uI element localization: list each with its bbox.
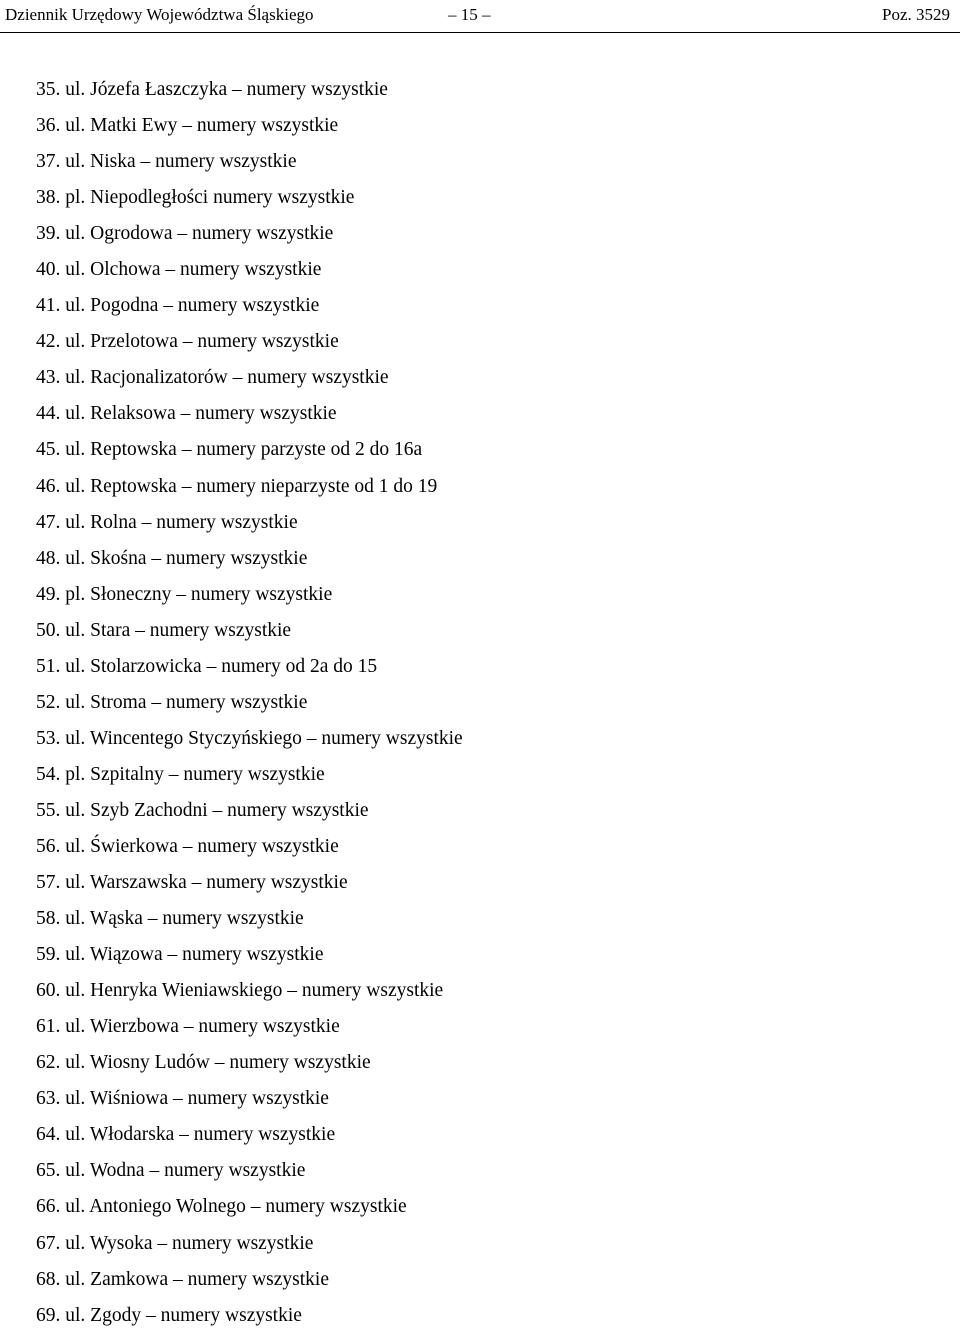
- street-entry: 36. ul. Matki Ewy – numery wszystkie: [36, 115, 339, 137]
- street-entry: 49. pl. Słoneczny – numery wszystkie: [36, 583, 333, 605]
- street-entry: 43. ul. Racjonalizatorów – numery wszystkie: [36, 367, 389, 389]
- street-entry: 50. ul. Stara – numery wszystkie: [36, 619, 292, 641]
- street-entry: 66. ul. Antoniego Wolnego – numery wszystkie: [36, 1196, 407, 1218]
- street-entry: 38. pl. Niepodległości numery wszystkie: [36, 187, 355, 209]
- street-entry: 44. ul. Relaksowa – numery wszystkie: [36, 403, 337, 425]
- street-entry: 53. ul. Wincentego Styczyńskiego – numery wszystkie: [36, 727, 463, 749]
- street-entry: 57. ul. Warszawska – numery wszystkie: [36, 872, 348, 894]
- street-entry: 45. ul. Reptowska – numery parzyste od 2 do 16a: [36, 439, 423, 461]
- street-entry: 37. ul. Niska – numery wszystkie: [36, 151, 297, 173]
- page-number: – 15 –: [448, 5, 491, 24]
- street-entry: 67. ul. Wysoka – numery wszystkie: [36, 1232, 314, 1254]
- street-entry: 54. pl. Szpitalny – numery wszystkie: [36, 763, 325, 785]
- street-entry: 68. ul. Zamkowa – numery wszystkie: [36, 1268, 329, 1290]
- street-entry: 51. ul. Stolarzowicka – numery od 2a do 15: [36, 655, 378, 677]
- street-entry: 62. ul. Wiosny Ludów – numery wszystkie: [36, 1052, 371, 1074]
- street-entry: 47. ul. Rolna – numery wszystkie: [36, 511, 298, 533]
- street-entry: 56. ul. Świerkowa – numery wszystkie: [36, 835, 339, 857]
- street-entry: 58. ul. Wąska – numery wszystkie: [36, 908, 304, 930]
- street-entry: 40. ul. Olchowa – numery wszystkie: [36, 259, 322, 281]
- street-entry: 60. ul. Henryka Wieniawskiego – numery wszystkie: [36, 980, 444, 1002]
- street-entry: 55. ul. Szyb Zachodni – numery wszystkie: [36, 799, 369, 821]
- street-entry: 41. ul. Pogodna – numery wszystkie: [36, 295, 320, 317]
- street-entry: 61. ul. Wierzbowa – numery wszystkie: [36, 1016, 340, 1038]
- street-entry: 48. ul. Skośna – numery wszystkie: [36, 547, 308, 569]
- street-entry: 39. ul. Ogrodowa – numery wszystkie: [36, 223, 334, 245]
- street-entry: 63. ul. Wiśniowa – numery wszystkie: [36, 1088, 329, 1110]
- street-list: [36, 72, 463, 1334]
- street-entry: 59. ul. Wiązowa – numery wszystkie: [36, 944, 324, 966]
- position-number: Poz. 3529: [882, 5, 950, 24]
- street-entry: 35. ul. Józefa Łaszczyka – numery wszystkie: [36, 79, 388, 100]
- street-entry: 69. ul. Zgody – numery wszystkie: [36, 1304, 302, 1326]
- street-entry: 46. ul. Reptowska – numery nieparzyste od 1 do 19: [36, 475, 438, 497]
- page-header: [0, 0, 960, 33]
- journal-title: Dziennik Urzędowy Województwa Śląskiego: [5, 5, 314, 24]
- street-entry: 65. ul. Wodna – numery wszystkie: [36, 1160, 306, 1182]
- street-entry: 64. ul. Włodarska – numery wszystkie: [36, 1124, 336, 1146]
- street-entry: 42. ul. Przelotowa – numery wszystkie: [36, 331, 339, 353]
- street-entry: 52. ul. Stroma – numery wszystkie: [36, 691, 308, 713]
